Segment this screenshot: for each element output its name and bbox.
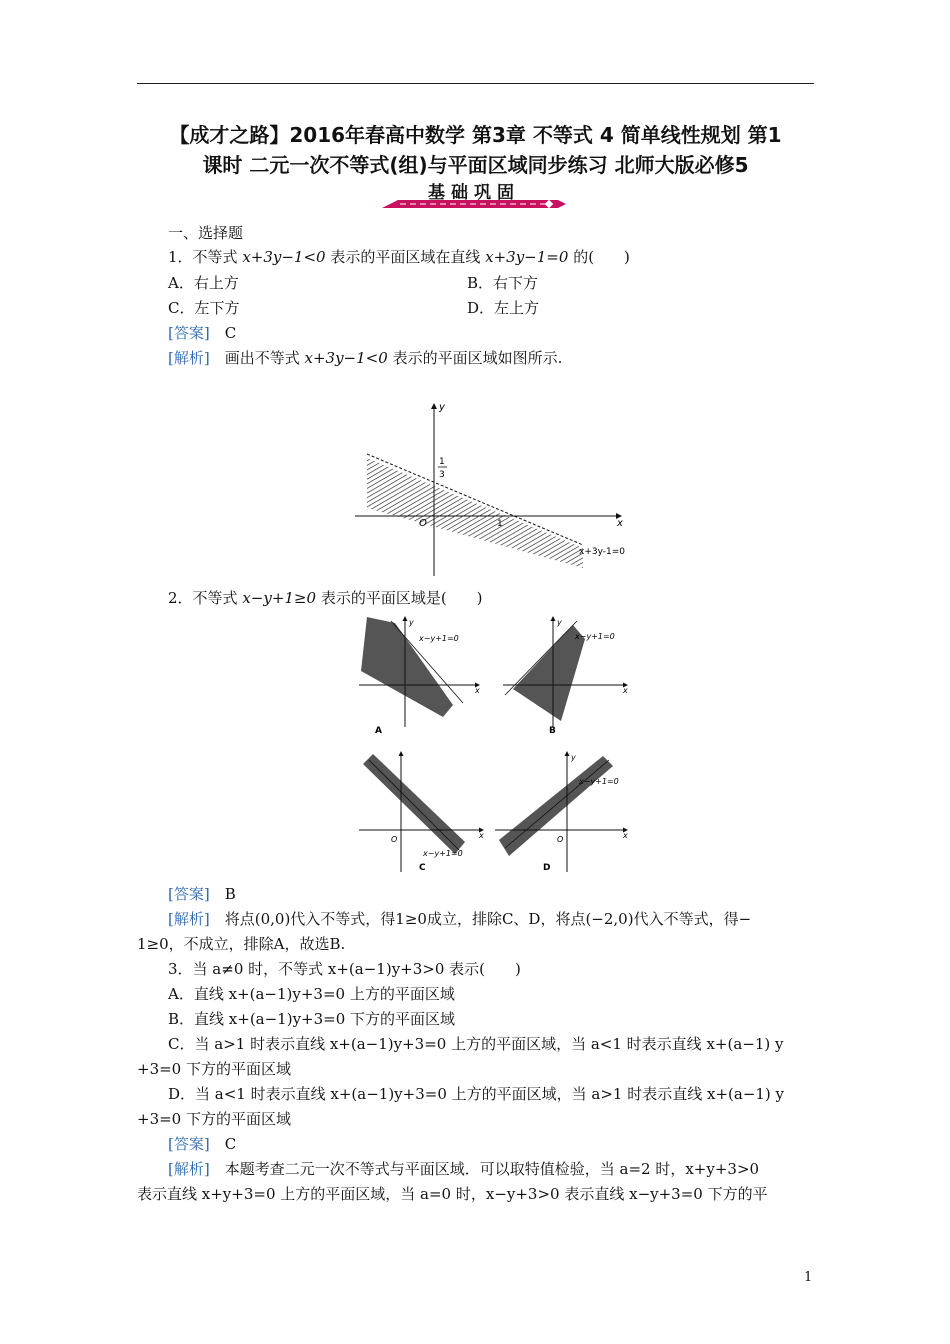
option-c-plot: [359, 752, 484, 873]
intercept-denominator: 3: [439, 470, 445, 480]
page-number: 1: [804, 1270, 813, 1285]
option-a-plot: [359, 617, 480, 736]
q3-analysis-line-1: [解析] 本题考查二元一次不等式与平面区域．可以取特值检验，当 a=2 时，x+y+3>0: [168, 1160, 760, 1178]
svg-text:y: y: [557, 618, 562, 627]
option-a-label: A: [375, 726, 382, 736]
line-equation-label: x+3y-1=0: [579, 547, 626, 557]
svg-text:O: O: [557, 835, 564, 844]
option-d-label: D: [543, 863, 551, 873]
q3-analysis-line-2: 表示直线 x+y+3=0 上方的平面区域，当 a=0 时，x−y+3>0 表示直线 x−y+3=0 下方的平: [137, 1185, 768, 1203]
analysis-tag: [解析]: [168, 910, 210, 928]
svg-text:y: y: [571, 753, 576, 762]
answer-tag: [答案]: [168, 324, 210, 342]
q1-answer: [答案] C: [168, 324, 237, 342]
svg-text:x: x: [479, 831, 484, 840]
q1-option-b: B．右下方: [467, 274, 539, 292]
q3-option-c-line-1: C．当 a>1 时表示直线 x+(a−1)y+3=0 上方的平面区域，当 a<1 时表示直线 x+(a−1) y: [168, 1035, 784, 1053]
q3-option-b: B．直线 x+(a−1)y+3=0 下方的平面区域: [168, 1010, 456, 1028]
q1-option-d: D．左上方: [467, 299, 540, 317]
q3-answer: [答案] C: [168, 1135, 237, 1153]
option-b-plot: [503, 617, 628, 736]
svg-text:x: x: [623, 686, 628, 695]
banner-label: 基础巩固: [428, 183, 520, 203]
svg-text:x: x: [475, 686, 480, 695]
q3-option-d-line-2: +3=0 下方的平面区域: [137, 1110, 291, 1128]
intercept-numerator: 1: [439, 457, 445, 467]
option-b-label: B: [549, 726, 556, 736]
option-c-line-label: x−y+1=0: [423, 849, 463, 858]
shaded-region: [367, 458, 583, 568]
analysis-tag: [解析]: [168, 1160, 210, 1178]
x-tick-1: 1: [497, 519, 503, 529]
title-line-1: 【成才之路】2016年春高中数学 第3章 不等式 4 简单线性规划 第1: [169, 123, 782, 147]
svg-text:O: O: [391, 835, 398, 844]
option-b-line-label: x−y+1=0: [575, 632, 615, 641]
q3-option-c-line-2: +3=0 下方的平面区域: [137, 1060, 291, 1078]
analysis-tag: [解析]: [168, 349, 210, 367]
q1-analysis: [解析] 画出不等式 x+3y−1<0 表示的平面区域如图所示.: [168, 349, 563, 367]
title-line-2: 课时 二元一次不等式(组)与平面区域同步练习 北师大版必修5: [202, 153, 749, 177]
q3-stem: 3．当 a≠0 时，不等式 x+(a−1)y+3>0 表示( ): [168, 960, 521, 978]
section-heading: 一、选择题: [168, 224, 244, 242]
option-d-plot: [495, 752, 628, 873]
figure-2-options: [355, 615, 635, 875]
origin-label: O: [419, 518, 427, 529]
option-c-label: C: [419, 863, 426, 873]
q2-answer: [答案] B: [168, 885, 236, 903]
document-title: [137, 120, 814, 180]
q3-option-d-line-1: D．当 a<1 时表示直线 x+(a−1)y+3=0 上方的平面区域，当 a>1 时表示直线 x+(a−1) y: [168, 1085, 785, 1103]
y-axis-label: y: [439, 402, 445, 413]
q2-analysis-line-2: 1≥0，不成立，排除A，故选B.: [137, 935, 346, 953]
q3-option-a: A．直线 x+(a−1)y+3=0 上方的平面区域: [168, 985, 455, 1003]
header-rule: [137, 83, 814, 84]
figure-1-region-plot: [355, 398, 645, 578]
q1-stem: 1．不等式 x+3y−1<0 表示的平面区域在直线 x+3y−1=0 的( ): [168, 248, 630, 266]
svg-text:y: y: [409, 618, 414, 627]
x-axis-label: x: [617, 518, 623, 529]
option-d-line-label: x−y+1=0: [579, 777, 619, 786]
q1-option-a: A．右上方: [168, 274, 239, 292]
section-banner: [378, 178, 570, 214]
answer-tag: [答案]: [168, 885, 210, 903]
option-a-line-label: x−y+1=0: [419, 634, 459, 643]
q1-option-c: C．左下方: [168, 299, 240, 317]
svg-text:x: x: [623, 831, 628, 840]
q2-stem: 2．不等式 x−y+1≥0 表示的平面区域是( ): [168, 589, 483, 607]
q2-analysis-line-1: [解析] 将点(0,0)代入不等式，得1≥0成立，排除C、D，将点(−2,0)代入不等式，得−: [168, 910, 752, 928]
answer-tag: [答案]: [168, 1135, 210, 1153]
